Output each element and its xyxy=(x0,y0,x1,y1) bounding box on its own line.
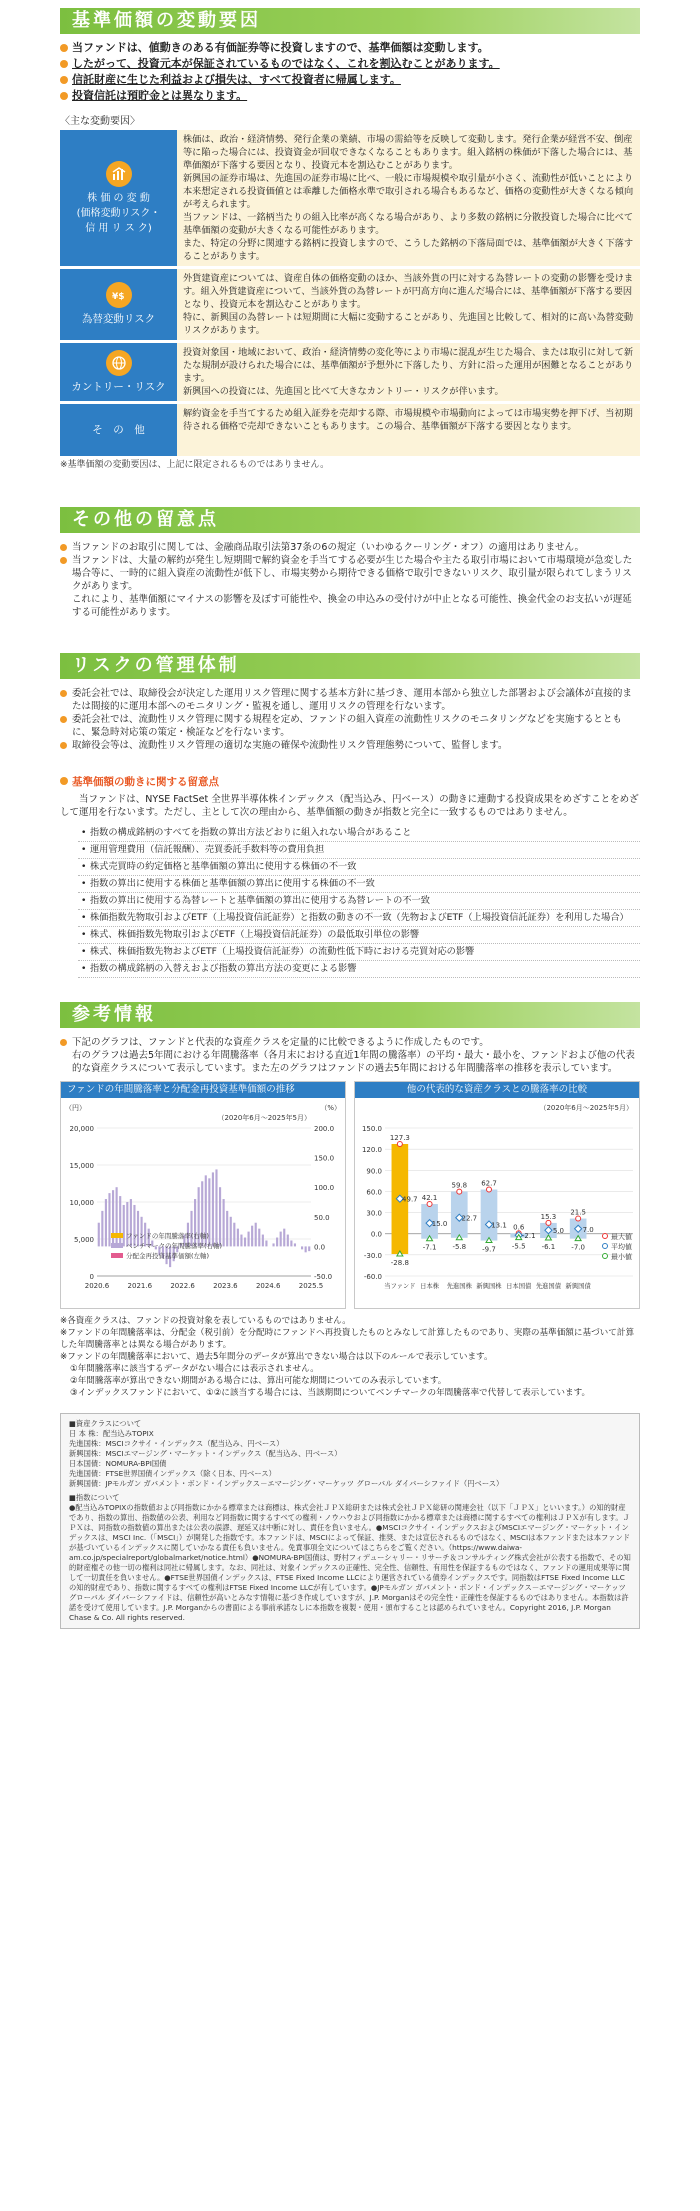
right-period: （2020年6月～2025年5月） xyxy=(539,1104,633,1112)
chart-note: ②年間騰落率が算出できない期間がある場合には、算出可能な期間についてのみ表示しています。 xyxy=(70,1376,447,1386)
chart-note: ③インデックスファンドにおいて、①②に該当する場合には、当該期間についてベンチマークの年間騰落率で代替して表示しています。 xyxy=(70,1388,591,1398)
min-value-label: -5.8 xyxy=(452,1242,467,1251)
chart-notes xyxy=(60,1315,640,1399)
section-other-notes xyxy=(0,507,700,619)
globe-icon xyxy=(106,350,132,376)
right-chart-title: 他の代表的な資産クラスとの騰落率の比較 xyxy=(355,1082,639,1098)
risk-row-stock xyxy=(60,130,640,266)
avg-value-label: 49.7 xyxy=(402,1195,418,1204)
benchmark-bar xyxy=(255,1223,257,1247)
section-risk-management xyxy=(0,653,700,978)
index-text: ●配当込みTOPIXの指数値および同指数にかかる標章または商標は、株式会社ＪＰＸ総研または株式会社ＪＰＸ総研の関連会社（以下「ＪＰＸ」といいます。）の知的財産であり、指数の算出、指数値の公表、利用など同指数に関するすべての権利・ノウハウおよび同指数にかかる標章または商標に関するすべての権利はＪＰＸが有します。ＪＰＸは、同指数の指数値の算出または公表の誤謬、遅延又は中断に対し、責任を負いません。●MSCIコクサイ・インデックスおよびMSCIエマージング・マーケット・インデックスは、MSCI Inc.（「MSCI」）が開発した指数です。本ファンドは、MSCIによって保証、推奨、または宣伝されるものではなく、MSCIは本ファンドまたは本ファンドが基づいているインデックスに関していかなる責任も負いません。免責事項全文についてはこちらをご覧ください。（https://www.daiwa-am.co.jp/specialreport/globalmarket/notice.html）●NOMURA-BPI国債は、野村フィデューシャリー・リサーチ＆コンサルティング株式会社が公表する指数で、その知的財産権その他一切の権利は同社に帰属します。なお、同社は、対象インデックスの正確性、完全性、信頼性、有用性を保証するものではなく、ファンドの運用成果等に関して一切責任を負いません。●FTSE世界国債インデックスは、FTSE Fixed Income LLCにより運営されている債券インデックスです。同指数はFTSE Fixed Income LLCの知的財産であり、指数に関するすべての権利はFTSE Fixed Income LLCが有しています。●JPモルガン ガバメント・ボンド・インデックス－エマージング・マーケッツ グローバル ダイバーシファイドは、信頼性が高いとみなす情報に基づき作成していますが、J.P. Morganはその完全性・正確性を保証するものではありません。本指数は許諾を受けて使用しています。J.P. Morganからの書面による事前承諾なしに本指数を複製・使用・頒布することは認められていません。Copyright 2016, J.P. Morgan Chase & Co. All rights reserved. xyxy=(69,1503,631,1622)
benchmark-bar xyxy=(301,1246,303,1249)
max-marker xyxy=(487,1187,492,1192)
left-y-unit: （円） xyxy=(65,1104,86,1112)
mgmt-bullet-2: 委託会社では、流動性リスク管理に関する規程を定め、ファンドの組入資産の流動性リスクのモニタリングなどを実施するとともに、緊急時対応策の策定・検証などを行ないます。 xyxy=(60,713,640,739)
benchmark-bar xyxy=(258,1229,260,1247)
svg-text:¥$: ¥$ xyxy=(111,292,125,302)
avg-value-label: 13.1 xyxy=(491,1221,507,1230)
avg-value-label: -2.1 xyxy=(521,1232,536,1241)
benchmark-bar xyxy=(265,1240,267,1246)
section-title: 参考情報 xyxy=(60,1002,640,1028)
chart-arrow-icon xyxy=(106,161,132,187)
benchmark-bar xyxy=(233,1223,235,1247)
benchmark-bar xyxy=(226,1211,228,1247)
max-value-label: 62.7 xyxy=(481,1179,497,1188)
benchmark-bar xyxy=(308,1246,310,1251)
chart-note: ※ファンドの年間騰落率は、分配金（税引前）を分配時にファンドへ再投資したものとみなして計算したものであり、実際の基準価額に基づいて計算した年間騰落率とは異なる場合があります。 xyxy=(60,1328,635,1350)
y-tick-label: -30.0 xyxy=(363,1251,382,1260)
avg-value-label: 22.7 xyxy=(461,1214,478,1223)
benchmark-bar xyxy=(262,1235,264,1247)
risk-label-other: そ の 他 xyxy=(60,404,177,456)
max-value-label: 0.6 xyxy=(513,1223,525,1232)
max-value-label: 15.3 xyxy=(540,1212,557,1221)
min-value-label: -28.8 xyxy=(390,1259,409,1268)
risk-desc-stock: 株価は、政治・経済情勢、発行企業の業績、市場の需給等を反映して変動します。発行企業が経営不安、倒産等に陥った場合には、投資資金が回収できなくなることもあります。組入銘柄の株価が下落した場合には、基準価額が下落する要因となり、投資元本を割込むことがあります。 新興国の証券市場は、先進国の証券市場に比べ、一般に市場規模や取引量が小さく、流動性が低いことにより本来想定される投資価値とは乖離した価格水準で取引される場合もあるなど、価格の変動性が大きくなる傾向が考えられます。 当ファンドは、一銘柄当たりの組入比率が高くなる場合があり、より多数の銘柄に分散投資した場合に比べて基準価額の変動が大きくなる可能性があります。 また、特定の分野に関連する銘柄に投資しますので、こうした銘柄の下落局面では、基準価額が大きく下落することがあります。 xyxy=(177,130,640,266)
max-marker xyxy=(397,1141,402,1146)
risk-desc-fx: 外貨建資産については、資産自体の価格変動のほか、当該外貨の円に対する為替レートの変動の影響を受けます。組入外貨建資産について、当該外貨の為替レートが円高方向に進んだ場合には、基準価額が下落する要因となり、投資元本を割込むことがあります。 特に、新興国の為替レートは短期間に大幅に変動することがあり、先進国と比較して、相対的に高い為替変動リスクがあります。 xyxy=(177,269,640,340)
y-left-tick-label: 15,000 xyxy=(69,1162,94,1170)
benchmark-bar xyxy=(294,1243,296,1246)
risk-label-stock: 株 価 の 変 動 (価格変動リスク・ 信 用 リ ス ク) xyxy=(60,130,177,266)
yen-dollar-icon xyxy=(106,282,132,308)
category-label: 先進国株 xyxy=(446,1283,472,1290)
category-label: 当ファンド xyxy=(384,1283,416,1290)
legend-label: 分配金再投資基準価額(左軸) xyxy=(126,1252,210,1260)
max-marker xyxy=(546,1220,551,1225)
x-tick-label: 2020.6 xyxy=(84,1282,110,1290)
asset-line: 先進国債：FTSE世界国債インデックス（除く日本、円ベース） xyxy=(69,1469,276,1478)
list-item: • 指数の算出に使用する為替レートと基準価額の算出に使用する為替レートの不一致 xyxy=(78,893,640,910)
y-right-tick-label: 0.0 xyxy=(314,1243,326,1252)
benchmark-bar xyxy=(133,1205,135,1246)
benchmark-bar xyxy=(230,1217,232,1247)
legend-label: ベンチマークの年間騰落率(右軸) xyxy=(126,1242,223,1250)
y-right-tick-label: 100.0 xyxy=(314,1184,335,1193)
index-items xyxy=(78,825,640,978)
chart-note: ※各資産クラスは、ファンドの投資対象を表しているものではありません。 xyxy=(60,1316,351,1326)
min-value-label: -7.0 xyxy=(571,1243,585,1252)
main-factors-label: 〈主な変動要因〉 xyxy=(60,116,140,127)
x-tick-label: 2022.6 xyxy=(170,1282,195,1290)
legend-label: 最小値 xyxy=(611,1253,632,1261)
asset-line: 日本国債：NOMURA-BPI国債 xyxy=(69,1459,167,1468)
asset-line: 先進国株：MSCIコクサイ・インデックス（配当込み、円ベース） xyxy=(69,1439,284,1448)
y-tick-label: 60.0 xyxy=(366,1188,382,1197)
x-tick-label: 2021.6 xyxy=(127,1282,153,1290)
max-marker xyxy=(576,1216,581,1221)
benchmark-bar xyxy=(98,1223,100,1247)
asset-line: 新興国債：JPモルガン ガバメント・ボンド・インデックス－エマージング・マーケッツ グローバル ダイバーシファイド（円ベース） xyxy=(69,1479,504,1488)
legend-swatch xyxy=(111,1233,123,1238)
benchmark-bar xyxy=(276,1238,278,1247)
benchmark-bar xyxy=(108,1193,110,1246)
benchmark-bar xyxy=(219,1187,221,1246)
risk-label-fx: ¥$ 為替変動リスク xyxy=(60,269,177,340)
benchmark-bar xyxy=(105,1199,107,1246)
right-y-unit: （%） xyxy=(320,1104,341,1112)
list-item: • 株式、株価指数先物取引およびETF（上場投資信託証券）の最低取引単位の影響 xyxy=(78,927,640,944)
section-title: リスクの管理体制 xyxy=(60,653,640,679)
legend-label: ファンドの年間騰落率(右軸) xyxy=(126,1232,209,1240)
min-value-label: -9.7 xyxy=(482,1245,496,1254)
category-label: 新興国債 xyxy=(565,1283,591,1290)
y-right-tick-label: 200.0 xyxy=(314,1125,335,1133)
category-label: 日本国債 xyxy=(506,1283,532,1290)
risk-table xyxy=(60,127,640,459)
risk-row-country xyxy=(60,343,640,401)
legend-swatch xyxy=(111,1243,123,1248)
asset-line: 日 本 株：配当込みTOPIX xyxy=(69,1429,154,1438)
y-left-tick-label: 20,000 xyxy=(69,1125,94,1133)
y-right-tick-label: 50.0 xyxy=(314,1213,330,1222)
section-title: 基準価額の変動要因 xyxy=(60,8,640,34)
y-right-tick-label: 150.0 xyxy=(314,1154,335,1163)
note-bullet-2: 当ファンドは、大量の解約が発生し短期間で解約資金を手当てする必要が生じた場合や主たる取引市場において市場環境が急変した場合等に、一時的に組入資産の流動性が低下し、市場実勢から期待できる価格で取引できないリスク、取引量が限られてしまうリスクがあります。 これにより、基準価額にマイナスの影響を及ぼす可能性や、換金の申込みの受付けが中止となる可能性、換金代金のお支払いが遅延する可能性があります。 xyxy=(60,554,640,619)
benchmark-bar xyxy=(240,1235,242,1247)
category-label: 先進国債 xyxy=(535,1283,562,1290)
chart-note: ①年間騰落率に該当するデータがない場合には表示されません。 xyxy=(70,1364,319,1374)
benchmark-bar xyxy=(123,1205,125,1246)
legend-marker xyxy=(603,1234,608,1239)
chart-note: ※ファンドの年間騰落率において、過去5年間分のデータが算出できない場合は以下のルールで表示しています。 xyxy=(60,1352,493,1362)
benchmark-bar xyxy=(248,1232,250,1247)
max-marker xyxy=(427,1202,432,1207)
y-left-tick-label: 10,000 xyxy=(69,1199,94,1207)
index-heading: 基準価額の動きに関する留意点 xyxy=(60,774,640,789)
bullet-4: 投資信託は預貯金とは異なります。 xyxy=(60,88,640,104)
ref-bullet: 下記のグラフは、ファンドと代表的な資産クラスを定量的に比較できるように作成したものです。 xyxy=(60,1036,640,1049)
bullet-1: 当ファンドは、値動きのある有価証券等に投資しますので、基準価額は変動します。 xyxy=(60,40,640,56)
right-chart-panel xyxy=(354,1081,640,1309)
y-left-tick-label: 5,000 xyxy=(73,1236,94,1244)
list-item: • 運用管理費用（信託報酬）、売買委託手数料等の費用負担 xyxy=(78,842,640,859)
section-reference-info xyxy=(0,1002,700,1399)
avg-value-label: 15.0 xyxy=(431,1220,448,1229)
mgmt-bullet-1: 委託会社では、取締役会が決定した運用リスク管理に関する基本方針に基づき、運用本部から独立した部署および会議体が直接的または間接的に運用本部へのモニタリング・監視を通し、運用リスクの管理を行ないます。 xyxy=(60,687,640,713)
left-chart-panel xyxy=(60,1081,346,1309)
left-chart xyxy=(61,1098,345,1308)
legend-swatch xyxy=(111,1253,123,1258)
benchmark-bar xyxy=(290,1240,292,1246)
benchmark-bar xyxy=(212,1172,214,1246)
category-label: 日本株 xyxy=(420,1283,440,1290)
max-marker xyxy=(457,1189,462,1194)
bullet-3: 信託財産に生じた利益および損失は、すべて投資者に帰属します。 xyxy=(60,72,640,88)
max-value-label: 21.5 xyxy=(570,1208,586,1217)
list-item: • 株式売買時の約定価格と基準価額の算出に使用する株価の不一致 xyxy=(78,859,640,876)
avg-value-label: 7.0 xyxy=(582,1225,594,1234)
left-chart-title: ファンドの年間騰落率と分配金再投資基準価額の推移 xyxy=(61,1082,345,1098)
risk-label-country: カントリー・リスク xyxy=(60,343,177,401)
y-right-tick-label: -50.0 xyxy=(314,1273,333,1281)
y-tick-label: 30.0 xyxy=(366,1209,382,1218)
range-bar xyxy=(481,1190,498,1241)
y-tick-label: 0.0 xyxy=(370,1230,382,1239)
benchmark-bar xyxy=(119,1196,121,1246)
benchmark-bar xyxy=(237,1229,239,1247)
mgmt-bullet-3: 取締役会等は、流動性リスク管理の適切な実施の確保や流動性リスク管理態勢について、監督します。 xyxy=(60,739,640,752)
benchmark-bar xyxy=(283,1229,285,1247)
max-value-label: 42.1 xyxy=(421,1194,438,1203)
legend-label: 最大値 xyxy=(611,1233,632,1241)
y-tick-label: -60.0 xyxy=(363,1273,382,1281)
legend-marker xyxy=(603,1254,608,1259)
list-item: • 株式、株価指数先物およびETF（上場投資信託証券）の流動性低下時における売買対応の影響 xyxy=(78,944,640,961)
list-item: • 指数の構成銘柄の入替えおよび指数の算出方法の変更による影響 xyxy=(78,961,640,978)
max-value-label: 127.3 xyxy=(389,1133,410,1142)
right-chart xyxy=(355,1098,639,1308)
note-bullet-1: 当ファンドのお取引に関しては、金融商品取引法第37条の6の規定（いわゆるクーリング・オフ）の適用はありません。 xyxy=(60,541,640,554)
x-tick-label: 2023.6 xyxy=(213,1282,238,1290)
risk-desc-country: 投資対象国・地域において、政治・経済情勢の変化等により市場に混乱が生じた場合、または取引に対して新たな規制が設けられた場合には、基準価額が予想外に下落したり、方針に沿った運用が困難となることがあります。 新興国への投資には、先進国と比べて大きなカントリー・リスクが伴います。 xyxy=(177,343,640,401)
benchmark-bar xyxy=(287,1235,289,1247)
min-value-label: -5.5 xyxy=(511,1242,526,1251)
y-left-tick-label: 0 xyxy=(89,1273,94,1281)
list-item: • 指数の構成銘柄のすべてを指数の算出方法どおりに組入れない場合があること xyxy=(78,825,640,842)
legend-marker xyxy=(603,1244,608,1249)
category-label: 新興国株 xyxy=(476,1283,502,1290)
benchmark-bar xyxy=(223,1199,225,1246)
list-item: • 指数の算出に使用する株価と基準価額の算出に使用する株価の不一致 xyxy=(78,876,640,893)
y-tick-label: 90.0 xyxy=(366,1167,382,1176)
y-tick-label: 150.0 xyxy=(361,1125,382,1133)
benchmark-bar xyxy=(272,1243,274,1246)
risk-row-fx xyxy=(60,269,640,340)
asset-line: 新興国株：MSCIエマージング・マーケット・インデックス（配当込み、円ベース） xyxy=(69,1449,342,1458)
legend-label: 平均値 xyxy=(611,1243,632,1251)
benchmark-bar xyxy=(251,1226,253,1247)
benchmark-bar xyxy=(101,1211,103,1247)
bullet-2: したがって、投資元本が保証されているものではなく、これを割込むことがあります。 xyxy=(60,56,640,72)
ref-intro: 右のグラフは過去5年間における年間騰落率（各月末における直近1年間の騰落率）の平均・最大・最小を、ファンドおよび他の代表的な資産クラスについて表示しています。また左のグラフはファンドの過去5年間における年間騰落率の推移を表示しています。 xyxy=(72,1050,635,1074)
asset-title: ■資産クラスについて xyxy=(69,1419,142,1428)
y-tick-label: 120.0 xyxy=(361,1146,382,1155)
asset-index-footbox xyxy=(60,1413,640,1629)
left-period: （2020年6月～2025年5月） xyxy=(217,1114,311,1122)
avg-value-label: 5.0 xyxy=(552,1227,564,1236)
list-item: • 株価指数先物取引およびETF（上場投資信託証券）と指数の動きの不一致（先物およびETF（上場投資信託証券）を利用した場合） xyxy=(78,910,640,927)
x-tick-label: 2025.5 xyxy=(298,1282,324,1290)
index-intro: 当ファンドは、NYSE FactSet 全世界半導体株インデックス（配当込み、円ベース）の動きに連動する投資成果をめざすことをめざして運用を行ないます。ただし、主として次の理由から、基準価額の動きが指数と完全に一致するものではありません。 xyxy=(60,794,639,818)
min-value-label: -6.1 xyxy=(541,1243,556,1252)
risk-row-other xyxy=(60,404,640,456)
section-title: その他の留意点 xyxy=(60,507,640,533)
benchmark-bar xyxy=(215,1169,217,1246)
benchmark-bar xyxy=(305,1246,307,1252)
x-tick-label: 2024.6 xyxy=(255,1282,281,1290)
min-value-label: -7.1 xyxy=(422,1243,437,1252)
section-price-factors xyxy=(0,8,700,471)
price-factor-footnote: ※基準価額の変動要因は、上記に限定されるものではありません。 xyxy=(60,460,330,470)
risk-desc-other: 解約資金を手当てするため組入証券を売却する際、市場規模や市場動向によっては市場実勢を押下げ、当初期待される価格で売却できないこともあります。この場合、基準価額が下落する要因となります。 xyxy=(177,404,640,456)
max-value-label: 59.8 xyxy=(451,1181,468,1190)
benchmark-bar xyxy=(244,1238,246,1247)
benchmark-bar xyxy=(280,1232,282,1247)
index-title: ■指数について xyxy=(69,1493,120,1502)
